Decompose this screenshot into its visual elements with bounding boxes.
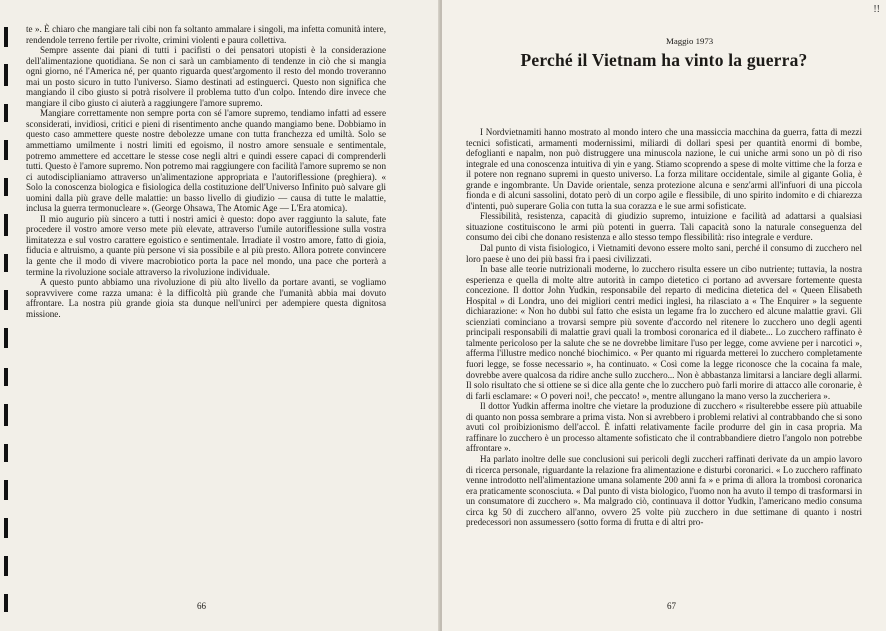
paragraph: Sempre assente dai piani di tutti i pacifisti o dei pensatori utopisti è la considerazione dell'alimentazione quotidiana. Se non ci sarà un cambiamento di tendenze in ciò che si mangia ogni giorno, né l'America né, per quanto riguarda quest'argomento il resto del mondo troveranno mai un posto sicuro in tutto l'universo. Siamo destinati ad estinguerci. Questo non significa che mangiando il cibo giusto si potrà risolvere il problema tutto d'un colpo. Intendo dire invece che mangiare il cibo giusto ci aiuterà a raggiungere l'amore supremo.	[26, 45, 386, 108]
punch-mark	[4, 404, 8, 426]
right-body-text	[466, 127, 862, 528]
paragraph: Il dottor Yudkin afferma inoltre che vietare la produzione di zucchero « risulterebbe essere più attuabile di quanto non possa sembrare a prima vista. Non si avrebbero i problemi relativi al contrabbando che si sono avuti col proibizionismo dell'accol. È infatti relativamente facile produrre del gin in casa propria. Ma raffinare lo zucchero è un processo altamente sofisticato che il contrabbandiere dietro l'angolo non potrebbe affrontare ».	[466, 401, 862, 454]
paragraph: te ». È chiaro che mangiare tali cibi non fa soltanto ammalare i singoli, ma infetta comunità intere, rendendole terreno fertile per rivolte, crimini violenti e paura collettiva.	[26, 24, 386, 45]
punch-mark	[4, 214, 8, 236]
paragraph: Dal punto di vista fisiologico, i Vietnamiti devono essere molto sani, perché il consumo di zucchero nel loro paese è uno dei più bassi fra i paesi civilizzati.	[466, 243, 862, 264]
corner-mark: !!	[873, 4, 880, 15]
punch-mark	[4, 368, 8, 386]
paragraph: Ha parlato inoltre delle sue conclusioni sui pericoli degli zuccheri raffinati derivate da un ampio lavoro di ricerca personale, riguardante la relazione fra alimentazione e disturbi coronarici. « Lo zucchero raffinato venne introdotto nell'alimentazione umana solamente 200 anni fa » e prima di allora la trombosi coronarica era praticamente sconosciuta. « Dal punto di vista biologico, l'uomo non ha avuto il tempo di trasformarsi in un consumatore di zucchero ». Ma malgrado ciò, continuava il dottor Yudkin, l'americano medio consuma circa kg 50 di zucchero all'anno, ovvero 25 volte più zucchero in due settimane di quanto i nostri predecessori non assumessero (sotto forma di frutta e di altri pro-	[466, 453, 862, 528]
article-title: Perché il Vietnam ha vinto la guerra?	[520, 50, 808, 70]
punch-mark	[4, 518, 8, 538]
paragraph: In base alle teorie nutrizionali moderne, lo zucchero risulta essere un cibo nutriente; tuttavia, la nostra esperienza e quella di molte altre autorità in campo dietetico ci portano ad avversare fortemente questa concezione. Il dottor John Yudkin, responsabile del reparto di medicina dietetica del « Queen Elisabeth Hospital » di Londra, uno dei migliori centri medici inglesi, ha rilasciato a « The Enquirer » la seguente dichiarazione: « Non ho dubbi sul fatto che esista un legame fra lo zucchero ed alcune malattie gravi. Gli scienziati cominciano a trovarsi sempre più sovente d'accordo nel ritenere lo zucchero uno degli agenti principali responsabili di malattie gravi quali la trombosi coronarica ed il diabete... Lo zucchero raffinato è talmente pericoloso per la salute che se ne dovrebbe limitare l'uso per legge, come avviene per i narcotici », afferma l'illustre medico nonché biochimico. « Per quanto mi riguarda metterei lo zucchero completamente fuori legge, se fosse necessario », ha continuato. « Così come la legge riconosce che la cocaina fa male, dovrebbe avere qualcosa da ridire anche sullo zucchero... Non è abbastanza limitarsi a lanciare degli allarmi. Il solo risultato che si ottiene se si dice alla gente che lo zucchero può farli morire di attacco alle coronarie, è di farli esclamare: « O poveri noi!, che peccato! », mentre allungano la mano verso la zuccheriera ».	[466, 264, 862, 401]
paragraph: Il mio augurio più sincero a tutti i nostri amici è questo: dopo aver raggiunto la salute, fate procedere il vostro amore verso mete più elevate, attraverso l'umile autoriflessione sulla vostra limitatezza e sul vostro carattere egoistico e sentimentale. Irradiate il vostro amore, fatto di gioia, fiducia e altruismo, a quante più persone vi sia possibile e al più presto. Allora potrete convincere la gente che il modo di vivere macrobiotico porta la pace nel mondo, una pace che porterà a termine la rivoluzione sociale attraverso la rivoluzione individuale.	[26, 213, 386, 277]
punch-mark	[4, 254, 8, 272]
page-number-right: 67	[667, 601, 676, 611]
punch-mark	[4, 444, 8, 462]
paragraph: Flessibilità, resistenza, capacità di giudizio supremo, intuizione e facilità ad adattarsi a qualsiasi situazione costituiscono le armi più potenti in guerra. Tali capacità sono la naturale conseguenza del consumo dei cibi che donano resistenza e allo stesso tempo flessibilità: riso integrale e verdure.	[466, 211, 862, 243]
page-number-left: 66	[197, 601, 206, 611]
paragraph: Mangiare correttamente non sempre porta con sé l'amore supremo, tendiamo infatti ad essere sconsiderati, invidiosi, critici e pieni di risentimento anche quando mangiamo bene. Dobbiamo in questo caso ammettere queste nostre debolezze umane con tutta franchezza ed umiltà. Solo se ammettiamo umilmente i nostri limiti ed egoismo, il nostro amore sensuale e sentimentale, potremo ammettere ed accettare le stesse cose negli altri e quindi essere capaci di comprenderli tutti. Questo è l'amore supremo. Non potremo mai raggiungere con facilità l'amore supremo se non ci autodisciplianiamo attraverso un'alimentazione appropriata e l'autoriflessione (preghiera). « Solo la conoscenza biologica e fisiologica della costituzione dell'Universo Infinito può salvare gli uomini dalla più grave delle malattie: un basso livello di giudizio — causa di tutte le malattie, inclusa la guerra termonucleare ». (George Ohsawa, The Atomic Age — L'Era atomica).	[26, 108, 386, 214]
punch-mark	[4, 27, 8, 47]
punch-mark	[4, 480, 8, 500]
punch-mark	[4, 64, 8, 86]
right-page	[442, 0, 886, 631]
punch-mark	[4, 104, 8, 122]
punch-mark	[4, 594, 8, 612]
article-date: Maggio 1973	[666, 36, 714, 46]
left-body-text	[26, 24, 386, 319]
punch-mark	[4, 290, 8, 310]
punch-mark	[4, 178, 8, 196]
punch-mark	[4, 556, 8, 576]
left-page	[0, 0, 440, 631]
paragraph: A questo punto abbiamo una rivoluzione di più alto livello da portare avanti, se vogliamo sopravvivere come razza umana: è la difficoltà più grande che l'umanità abbia mai dovuto affrontare. La nostra più grande gioia sta dunque nell'unirci per adempiere questa dignitosa missione.	[26, 277, 386, 319]
punch-mark	[4, 328, 8, 348]
punch-mark	[4, 140, 8, 160]
paragraph: I Nordvietnamiti hanno mostrato al mondo intero che una massiccia macchina da guerra, fatta di mezzi tecnici sofisticati, armamenti modernissimi, miliardi di dollari spesi per quantità enormi di bombe, defoglianti e napalm, non può distruggere una minuscola nazione, le cui uniche armi sono un pò di riso integrale ed una conoscenza intuitiva di yin e yang. Stiamo scoprendo a spese di molte vittime che la forza e il potere non regnano supremi in questo universo. La forza militare occidentale, simile al gigante Golia, è grande e ingombrante. Un Davide orientale, senza protezione alcuna e senz'armi all'infuori di una piccola fionda e di alcuni sassolini, dotato però di un corpo agile e flessibile, di uno spirito indomito e di chiarezza d'intenti, può superare Golia con tutta la sua corazza e le sue armi sofisticate.	[466, 127, 862, 211]
